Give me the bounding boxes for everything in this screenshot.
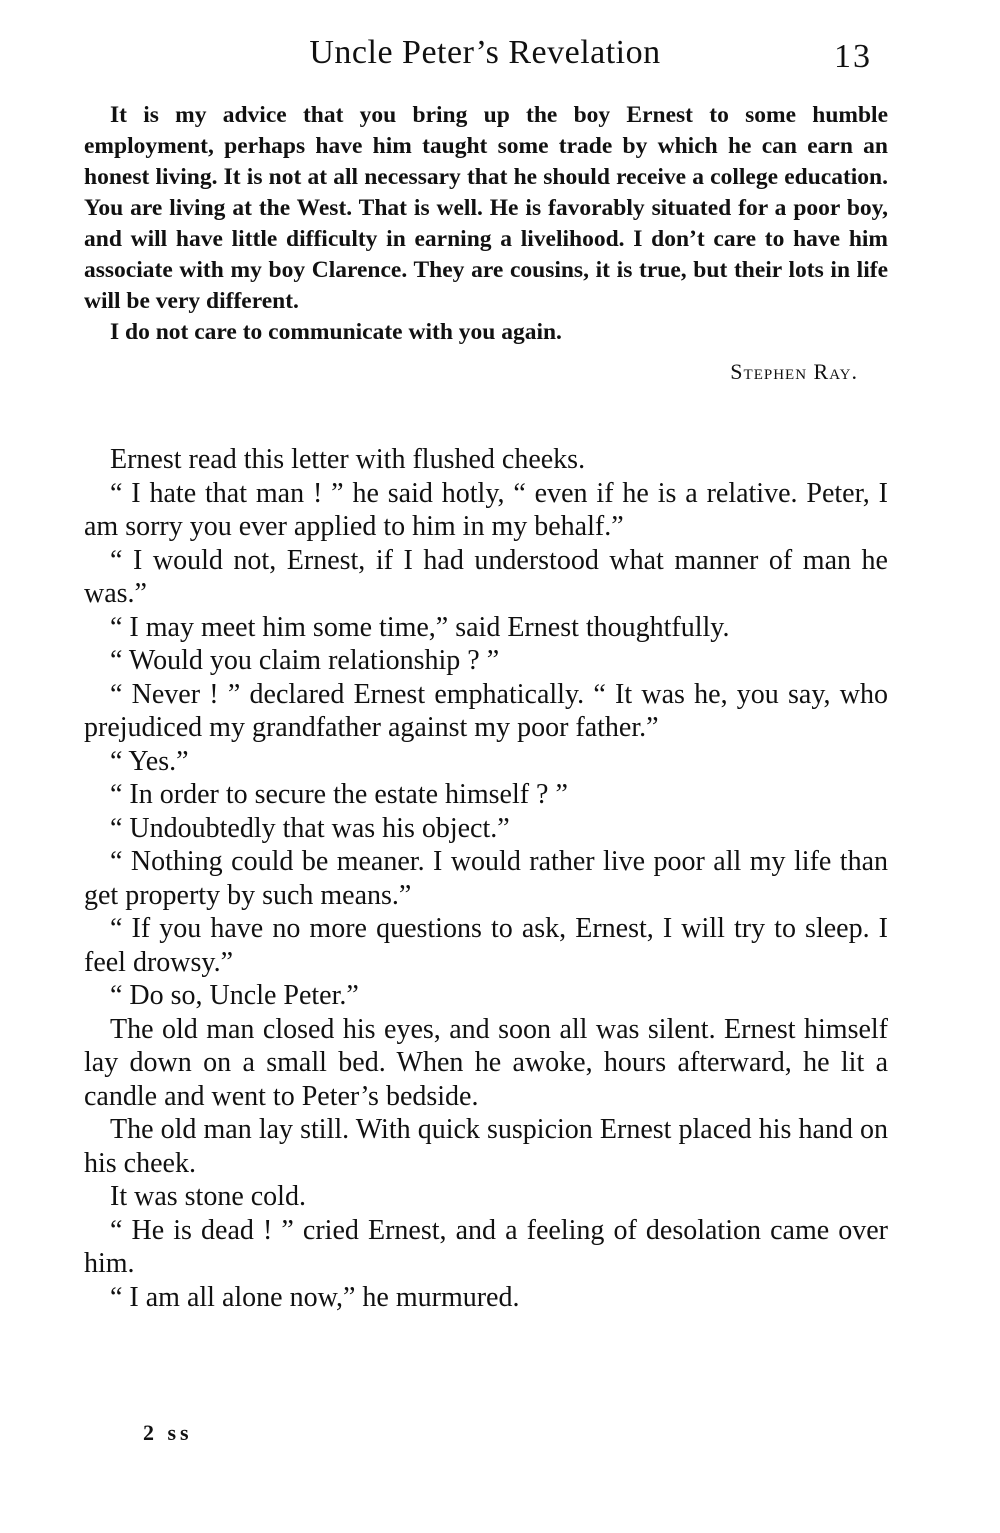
paragraph: “ I hate that man ! ” he said hotly, “ even if he is a relative. Peter, I am sorry you ever applied to him in my behalf.” (84, 477, 888, 542)
paragraph: “ If you have no more questions to ask, Ernest, I will try to sleep. I feel drowsy.” (84, 913, 888, 978)
paragraph: “ Never ! ” declared Ernest emphatically. “ It was he, you say, who prejudiced my grandfather against my poor father.” (84, 678, 888, 743)
paragraph: Ernest read this letter with flushed cheeks. (110, 444, 586, 475)
paragraph: “ In order to secure the estate himself ? ” (110, 779, 568, 810)
paragraph: “ I am all alone now,” he murmured. (110, 1281, 520, 1313)
paragraph: The old man closed his eyes, and soon all was silent. Ernest himself lay down on a small bed. When he awoke, hours afterward, he lit a candle and went to Peter’s bedside. (84, 1013, 888, 1112)
running-title: Uncle Peter’s Revelation (309, 34, 661, 71)
letter-paragraph: I do not care to communicate with you again. (110, 319, 562, 345)
paragraph: “ Would you claim relationship ? ” (110, 645, 500, 676)
paragraph: “ I may meet him some time,” said Ernest thoughtfully. (110, 611, 730, 643)
letter-paragraph: It is my advice that you bring up the boy Ernest to some humble employment, perhaps have him taught some trade by which he can earn an honest living. It is not at all necessary that he should receive a college education. You are living at the West. That is well. He is favorably situated for a poor boy, and will have little difficulty in earning a livelihood. I don’t care to have him associate with my boy Clarence. They are cousins, it is true, but their lots in life will be very different. (84, 102, 888, 314)
paragraph: It was stone cold. (110, 1181, 306, 1212)
paragraph: “ Do so, Uncle Peter.” (110, 980, 359, 1011)
letter-block (84, 100, 888, 387)
paragraph: “ I would not, Ernest, if I had understood what manner of man he was.” (84, 544, 888, 609)
narrative-text (84, 443, 888, 1314)
paragraph: “ He is dead ! ” cried Ernest, and a feeling of desolation came over him. (84, 1214, 888, 1279)
paragraph: “ Yes.” (110, 745, 189, 777)
paragraph: “ Nothing could be meaner. I would rather live poor all my life than get property by such means.” (84, 846, 888, 911)
signature-mark: 2 ss (143, 1420, 193, 1445)
paragraph: “ Undoubtedly that was his object.” (110, 812, 510, 844)
page-number: 13 (834, 38, 872, 75)
letter-signature: Stephen Ray. (730, 359, 858, 384)
paragraph: The old man lay still. With quick suspicion Ernest placed his hand on his cheek. (84, 1114, 888, 1179)
